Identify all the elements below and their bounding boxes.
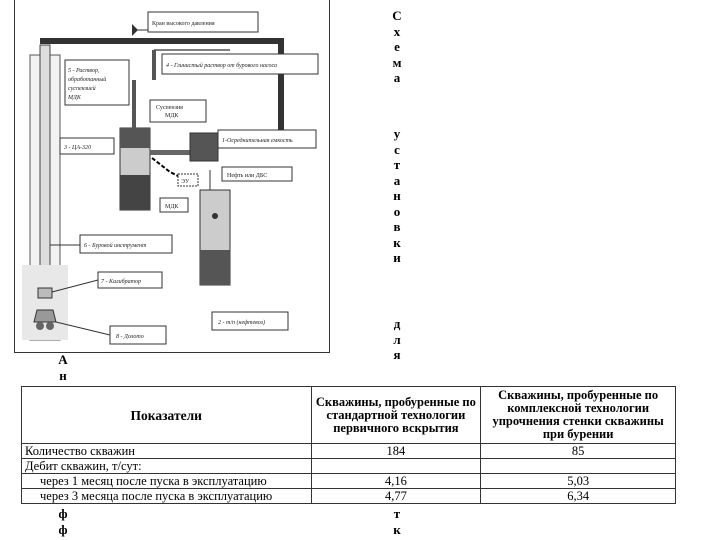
table-row	[22, 459, 676, 474]
table-cell-standard	[311, 459, 481, 474]
side-text-left-bottom	[56, 506, 70, 537]
side-letter: к	[393, 234, 401, 250]
side-letter: ф	[58, 521, 68, 537]
bit-cone-left	[36, 322, 44, 330]
tank-base	[200, 250, 230, 285]
side-letter: м	[392, 54, 402, 70]
side-text-left-top	[56, 352, 70, 383]
table-header-row	[22, 387, 676, 444]
pump-pipe-up	[132, 80, 136, 128]
container-unit	[190, 133, 218, 161]
side-letter: С	[392, 8, 402, 23]
side-letter: о	[393, 203, 401, 219]
indicators-table	[21, 386, 676, 504]
side-letter: д	[393, 316, 401, 331]
mortar-pipe	[152, 50, 156, 80]
table-cell-complex: 85	[481, 444, 676, 459]
side-letter: е	[394, 39, 400, 54]
side-letter: А	[58, 352, 68, 367]
table-cell-complex: 6,34	[481, 489, 676, 504]
bit-shape	[34, 310, 56, 322]
table-row	[22, 444, 676, 459]
high-pressure-pipe	[40, 38, 280, 44]
header-standard: Скважины, пробуренные по стандартной технологии первичного вскрытия	[311, 387, 481, 444]
table-cell-label: Дебит скважин, т/сут:	[22, 459, 312, 474]
treated-line-1: 5 - Раствор,	[68, 68, 100, 74]
tank-valve	[212, 213, 218, 219]
side-text-right-bottom	[390, 506, 404, 537]
header-indicator: Показатели	[22, 387, 312, 444]
side-text-col-3	[390, 316, 404, 363]
label-mdk: МДК	[165, 204, 179, 210]
treated-line-4: МДК	[68, 95, 81, 101]
side-letter: к	[393, 521, 401, 537]
label-clay-mortar: 4 - Глинистый раствор от бурового насоса	[166, 63, 277, 69]
indicators-table-wrap	[21, 386, 676, 506]
label-calibrator: 7 - Калибратор	[101, 279, 141, 285]
calibrator-shape	[38, 288, 52, 298]
label-pump: 3 - ЦА-320	[64, 145, 91, 151]
side-letter: т	[393, 506, 401, 521]
side-letter: а	[393, 172, 401, 188]
treated-line-3: суспензией	[68, 86, 96, 92]
side-letter: н	[393, 188, 401, 203]
table-row	[22, 474, 676, 489]
pipe-connector	[150, 150, 190, 155]
bit-cone-right	[46, 322, 54, 330]
label-oil-dbs: Нефть или ДБС	[227, 173, 268, 179]
side-letter: н	[59, 367, 67, 383]
susp-line-1: Суспензия	[156, 105, 183, 111]
label-container: 1-Осреднительная емкость	[222, 138, 293, 144]
table-cell-standard: 4,16	[311, 474, 481, 489]
side-letter: т	[393, 157, 401, 172]
label-tank: 2 - т/п (нефтевоз)	[218, 320, 265, 326]
table-cell-standard: 4,77	[311, 489, 481, 504]
side-text-col-2	[390, 126, 404, 266]
side-letter: у	[393, 126, 401, 141]
label-high-pressure: Кран высокого давления	[152, 21, 215, 27]
side-text-col-1	[390, 8, 404, 86]
side-letter: ф	[58, 506, 68, 521]
side-letter: х	[393, 23, 401, 39]
label-ezu: ЭУ	[181, 179, 190, 185]
table-cell-label: Количество скважин	[22, 444, 312, 459]
pump-top	[120, 128, 150, 148]
table-cell-standard: 184	[311, 444, 481, 459]
table-cell-label: через 1 месяц после пуска в эксплуатацию	[22, 474, 312, 489]
side-letter: и	[393, 250, 401, 265]
header-complex: Скважины, пробуренные по комплексной технологии упрочнения стенки скважины при бурении	[481, 387, 676, 444]
treated-line-2: обработанный	[68, 77, 107, 83]
label-bit: 8 - Долото	[116, 334, 144, 340]
pipe-right-down	[278, 38, 284, 138]
table-cell-complex	[481, 459, 676, 474]
side-letter: а	[393, 70, 401, 85]
table-cell-complex: 5,03	[481, 474, 676, 489]
side-letter: л	[393, 331, 401, 347]
table-cell-label: через 3 месяца после пуска в эксплуатацию	[22, 489, 312, 504]
susp-line-2: МДК	[165, 113, 179, 119]
side-letter: я	[393, 347, 401, 362]
pump-base	[120, 175, 150, 210]
table-row	[22, 489, 676, 504]
label-drill-tool: 6 - Буровой инструмент	[84, 243, 147, 249]
ezu-dashed-line	[152, 158, 178, 176]
formation-zone	[22, 265, 68, 340]
side-letter: с	[394, 141, 400, 157]
side-letter: в	[393, 219, 401, 234]
table-body	[22, 444, 676, 504]
installation-diagram	[0, 0, 340, 355]
